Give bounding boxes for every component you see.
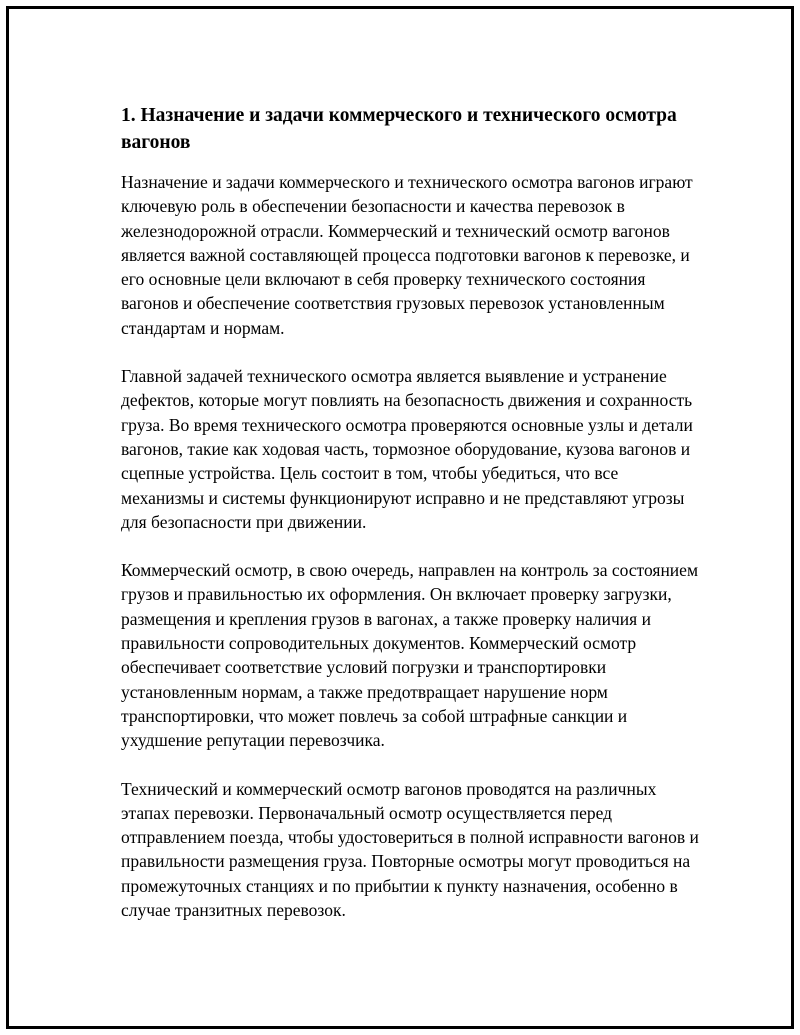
page-frame bbox=[6, 6, 794, 1029]
paragraph-4: Технический и коммерческий осмотр вагонов проводятся на различных этапах перевозки. Первоначальный осмотр осуществляется перед отправлением поезда, чтобы удостовериться в полной исправности вагонов и правильности размещения груза. Повторные осмотры могут проводиться на промежуточных станциях и по прибытии к пункту назначения, особенно в случае транзитных перевозок. bbox=[121, 778, 699, 921]
section-heading: 1. Назначение и задачи коммерческого и технического осмотра вагонов bbox=[121, 105, 677, 153]
paragraph-3: Коммерческий осмотр, в свою очередь, направлен на контроль за состоянием грузов и правильностью их оформления. Он включает проверку загрузки, размещения и крепления грузов в вагонах, а также проверку наличия и правильности сопроводительных документов. Коммерческий осмотр обеспечивает соответствие условий погрузки и транспортировки установленным нормам, а также предотвращает нарушение норм транспортировки, что может повлечь за собой штрафные санкции и ухудшение репутации перевозчика. bbox=[121, 560, 699, 751]
paragraph-1: Назначение и задачи коммерческого и технического осмотра вагонов играют ключевую роль в обеспечении безопасности и качества перевозок в железнодорожной отрасли. Коммерческий и технический осмотр вагонов является важной составляющей процесса подготовки вагонов к перевозке, и его основные цели включают в себя проверку технического состояния вагонов и обеспечение соответствия грузовых перевозок установленным стандартам и нормам. bbox=[121, 172, 693, 338]
paragraph-2: Главной задачей технического осмотра является выявление и устранение дефектов, которые могут повлиять на безопасность движения и сохранность груза. Во время технического осмотра проверяются основные узлы и детали вагонов, такие как ходовая часть, тормозное оборудование, кузова вагонов и сцепные устройства. Цель состоит в том, чтобы убедиться, что все механизмы и системы функционируют исправно и не представляют угрозы для безопасности при движении. bbox=[121, 366, 693, 532]
document-body bbox=[121, 102, 701, 946]
